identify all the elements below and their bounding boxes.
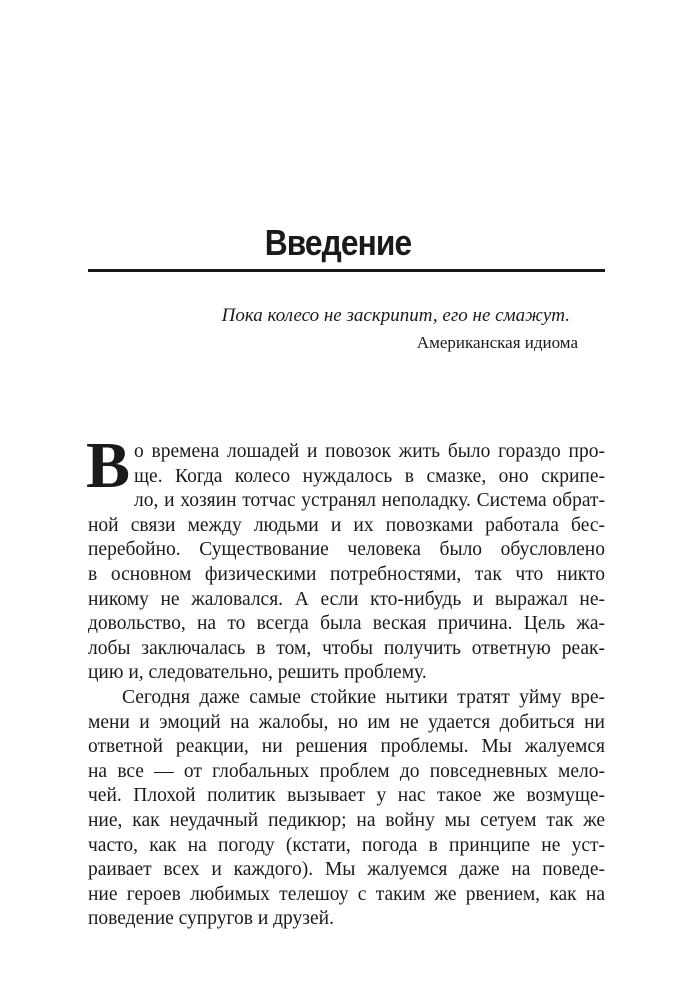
text-line: ние, как неудачный педикюр; на войну мы сетуем так же xyxy=(88,809,605,831)
epigraph-attribution: Американская идиома xyxy=(416,333,578,352)
text-line: цию и, следовательно, решить проблему. xyxy=(88,662,427,684)
text-line: Сегодня даже самые стойкие нытики тратят уйму вре- xyxy=(122,686,605,708)
text-line: ние героев любимых телешоу с таким же рвением, как на xyxy=(88,883,605,905)
text-line: ответной реакции, ни решения проблемы. Мы жалуемся xyxy=(88,736,605,758)
text-line: часто, как на погоду (кстати, погода в принципе не уст- xyxy=(88,834,605,856)
text-line: ло, и хозяин тотчас устранял неполадку. Система обрат- xyxy=(134,490,605,512)
text-line: на все — от глобальных проблем до повседневных мело- xyxy=(88,760,605,782)
paragraph-2 xyxy=(88,686,605,932)
text-line: лобы заключалась в том, чтобы получить ответную реак- xyxy=(88,637,605,659)
text-line: перебойно. Существование человека было обусловлено xyxy=(88,539,605,561)
text-line: мени и эмоций на жалобы, но им не удается добиться ни xyxy=(88,711,605,733)
text-line: о времена лошадей и повозок жить было гораздо про- xyxy=(134,441,605,462)
text-line: довольство, на то всегда была веская причина. Цель жа- xyxy=(88,613,605,635)
paragraph-1 xyxy=(86,429,605,686)
epigraph-quote: Пока колесо не заскрипит, его не смажут. xyxy=(221,305,570,326)
text-line: ной связи между людьми и их повозками работала бес- xyxy=(88,514,605,536)
body-text xyxy=(86,429,605,932)
text-line: чей. Плохой политик вызывает у нас такое же возмуще- xyxy=(88,785,605,807)
title-rule xyxy=(88,269,605,272)
text-line: раивает всех и каждого). Мы жалуемся даже на поведе- xyxy=(88,859,605,881)
text-line: ще. Когда колесо нуждалось в смазке, оно скрипе- xyxy=(134,465,605,487)
drop-cap: В xyxy=(86,429,131,502)
text-line: никому не жаловался. А если кто-нибудь и выражал не- xyxy=(88,588,605,610)
chapter-title: Введение xyxy=(264,222,412,263)
text-line: в основном физическими потребностями, так что никто xyxy=(88,563,605,585)
text-line: поведение супругов и друзей. xyxy=(88,908,334,930)
